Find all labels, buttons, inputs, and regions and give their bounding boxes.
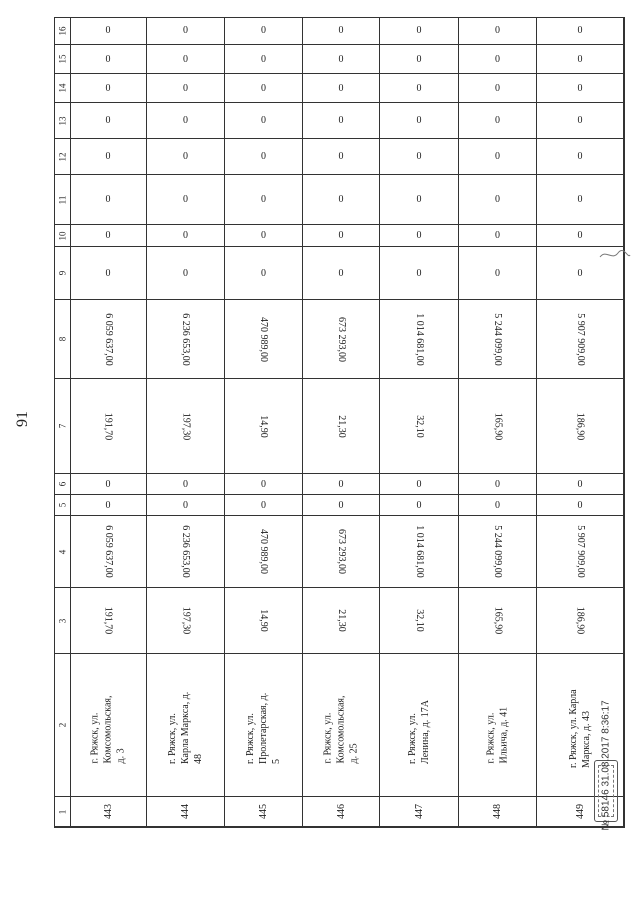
cell-col-5	[303, 495, 379, 516]
cell-col-16	[147, 17, 224, 45]
column-header-11	[54, 175, 70, 225]
page-number: 91	[14, 411, 31, 427]
cell-value: 0	[105, 25, 111, 36]
cell-col-8	[537, 300, 623, 379]
cell-col-14	[459, 74, 536, 103]
cell-value: 0	[495, 115, 500, 126]
cell-col-16	[380, 17, 458, 45]
cell-col-4	[225, 516, 302, 588]
cell-value: 0	[338, 499, 344, 511]
cell-value: г. Ряжск, ул. Пролетарская, д. 5	[245, 692, 282, 764]
cell-value: г. Ряжск, ул. Комсомольская, д. 3	[89, 695, 127, 763]
cell-value: 0	[338, 82, 344, 94]
column-header-label: 3	[57, 618, 67, 623]
cell-value: 0	[495, 53, 500, 65]
cell-col-5	[459, 495, 536, 516]
cell-value: 470 989,00	[258, 316, 269, 362]
cell-value: 443	[102, 804, 114, 819]
column-header-5	[54, 495, 70, 516]
cell-value: 0	[105, 499, 111, 511]
column-header-3	[54, 588, 70, 654]
cell-value: 0	[183, 267, 188, 279]
column-header-label: 8	[57, 336, 67, 342]
cell-col-14	[537, 74, 623, 103]
cell-value: 0	[495, 25, 500, 36]
column-header-2	[54, 654, 70, 797]
cell-value: 0	[105, 194, 111, 205]
cell-col-7	[459, 379, 536, 474]
column-header-label: 12	[57, 152, 67, 161]
cell-value: 0	[416, 115, 422, 126]
table-row	[459, 17, 537, 827]
cell-value: 0	[495, 499, 500, 511]
column-header-16	[54, 17, 70, 45]
cell-value: 165,90	[492, 606, 503, 635]
cell-col-3	[380, 588, 458, 654]
cell-value: 191,70	[102, 412, 114, 440]
cell-value: 0	[261, 82, 266, 94]
cell-value: 21,30	[335, 609, 347, 632]
cell-col-3	[459, 588, 536, 654]
column-header-14	[54, 74, 70, 103]
cell-value: 0	[577, 25, 583, 36]
cell-col-7	[303, 379, 379, 474]
cell-col-6	[225, 474, 302, 495]
cell-col-3	[225, 588, 302, 654]
cell-value: 0	[261, 115, 266, 126]
cell-col-16	[303, 17, 379, 45]
cell-col-11	[380, 175, 458, 225]
cell-value: 444	[180, 804, 191, 819]
cell-value: 0	[105, 267, 111, 279]
cell-value: 0	[495, 267, 500, 279]
cell-col-3	[537, 588, 623, 654]
cell-value: г. Ряжск, ул. Ленина, д. 17А	[407, 700, 431, 764]
cell-value: 0	[261, 151, 266, 162]
cell-value: 0	[183, 499, 188, 511]
column-header-label: 16	[57, 26, 67, 35]
cell-value: 0	[261, 194, 266, 205]
column-header-label: 11	[56, 195, 67, 204]
cell-value: 0	[105, 82, 111, 94]
cell-value: 0	[577, 53, 583, 65]
cell-value: 0	[183, 53, 188, 65]
cell-col-10	[70, 225, 146, 247]
column-header-10	[54, 225, 70, 247]
cell-col-10	[147, 225, 224, 247]
table-row	[303, 17, 380, 827]
cell-col-5	[380, 495, 458, 516]
cell-value: 0	[183, 82, 188, 94]
cell-value: 186,90	[574, 412, 586, 440]
cell-value: 448	[492, 804, 503, 819]
column-header-7	[54, 379, 70, 474]
column-header-label: 1	[57, 809, 67, 814]
cell-value: 186,90	[574, 606, 586, 635]
cell-value: 0	[183, 151, 188, 162]
column-header-label: 6	[57, 481, 67, 487]
cell-col-14	[147, 74, 224, 103]
cell-value: 0	[495, 478, 500, 490]
cell-value: 0	[416, 499, 422, 511]
table-row	[225, 17, 303, 827]
cell-value: 0	[183, 194, 188, 205]
cell-col-14	[303, 74, 379, 103]
cell-value: 0	[495, 230, 500, 241]
column-header-label: 14	[57, 83, 67, 93]
pen-mark-icon	[598, 245, 632, 265]
cell-value: 446	[335, 804, 347, 819]
cell-col-1	[147, 797, 224, 827]
cell-value: 0	[338, 115, 344, 126]
cell-col-15	[537, 45, 623, 74]
cell-value: 447	[413, 804, 425, 819]
cell-value: 0	[416, 25, 422, 36]
column-header-label: 9	[57, 270, 67, 276]
cell-col-14	[225, 74, 302, 103]
cell-col-11	[303, 175, 379, 225]
cell-value: 0	[261, 478, 266, 490]
cell-col-11	[459, 175, 536, 225]
cell-col-9	[70, 247, 146, 300]
cell-col-11	[70, 175, 146, 225]
cell-value: 0	[577, 151, 583, 162]
column-header-label: 10	[57, 231, 67, 240]
cell-col-13	[380, 103, 458, 139]
cell-value: 0	[261, 53, 266, 65]
cell-col-9	[380, 247, 458, 300]
cell-col-6	[303, 474, 379, 495]
cell-value: 0	[338, 478, 344, 490]
cell-col-16	[70, 17, 146, 45]
column-header-6	[54, 474, 70, 495]
cell-col-10	[303, 225, 379, 247]
cell-col-6	[537, 474, 623, 495]
cell-col-3	[303, 588, 379, 654]
cell-value: 0	[338, 194, 344, 205]
cell-col-13	[147, 103, 224, 139]
column-header-label: 7	[57, 423, 67, 429]
cell-value: 0	[105, 478, 111, 490]
cell-value: 197,30	[180, 412, 191, 440]
cell-col-13	[303, 103, 379, 139]
cell-col-1	[459, 797, 536, 827]
cell-col-12	[147, 139, 224, 175]
cell-value: 0	[577, 267, 583, 279]
column-header-label: 15	[57, 54, 67, 64]
cell-value: 0	[416, 151, 422, 162]
cell-col-11	[537, 175, 623, 225]
cell-col-2	[459, 654, 536, 797]
cell-value: 191,70	[102, 606, 114, 635]
cell-value: 14,90	[258, 609, 269, 632]
cell-value: 0	[338, 230, 344, 241]
table-row	[147, 17, 225, 827]
cell-value: 165,90	[492, 412, 503, 440]
cell-col-11	[147, 175, 224, 225]
cell-value: 0	[105, 230, 111, 241]
cell-col-1	[225, 797, 302, 827]
cell-value: 0	[416, 82, 422, 94]
data-table	[54, 17, 624, 827]
cell-col-15	[225, 45, 302, 74]
cell-value: 0	[105, 115, 111, 126]
cell-col-13	[537, 103, 623, 139]
column-header-label: 4	[57, 549, 67, 554]
cell-col-7	[70, 379, 146, 474]
cell-col-2	[147, 654, 224, 797]
cell-col-3	[70, 588, 146, 654]
cell-col-14	[70, 74, 146, 103]
cell-value: 5 244 099,00	[492, 312, 503, 366]
column-header-9	[54, 247, 70, 300]
cell-value: 0	[105, 53, 111, 65]
cell-value: 445	[258, 804, 269, 819]
cell-col-6	[459, 474, 536, 495]
cell-col-2	[70, 654, 146, 797]
column-header-label: 2	[57, 722, 67, 728]
registration-stamp	[588, 699, 624, 831]
cell-col-13	[225, 103, 302, 139]
cell-value: 673 293,00	[335, 316, 347, 362]
cell-col-16	[225, 17, 302, 45]
cell-value: 0	[261, 25, 266, 36]
cell-value: 0	[577, 194, 583, 205]
cell-col-11	[225, 175, 302, 225]
table-rows	[70, 17, 624, 827]
cell-col-2	[380, 654, 458, 797]
cell-value: 5 907 909,00	[574, 312, 586, 366]
cell-col-4	[537, 516, 623, 588]
cell-value: 0	[261, 267, 266, 279]
cell-col-15	[70, 45, 146, 74]
cell-col-8	[459, 300, 536, 379]
column-header-15	[54, 45, 70, 74]
cell-col-6	[147, 474, 224, 495]
cell-value: 0	[338, 25, 344, 36]
cell-col-2	[225, 654, 302, 797]
cell-col-12	[459, 139, 536, 175]
cell-value: 449	[574, 804, 586, 819]
cell-col-16	[537, 17, 623, 45]
cell-value: 6 059 637,00	[102, 312, 114, 366]
cell-value: г. Ряжск, ул. Ильича, д. 41	[485, 706, 510, 764]
cell-col-16	[459, 17, 536, 45]
column-header-13	[54, 103, 70, 139]
cell-value: 1 014 681,00	[413, 525, 425, 578]
cell-value: 0	[183, 25, 188, 36]
cell-value: 0	[577, 499, 583, 511]
cell-col-9	[147, 247, 224, 300]
column-header-strip	[54, 17, 71, 827]
cell-value: 0	[416, 478, 422, 490]
cell-value: г. Ряжск, ул. Карла Маркса, д. 43	[568, 689, 592, 768]
cell-col-8	[303, 300, 379, 379]
cell-value: 0	[416, 194, 422, 205]
cell-value: 0	[416, 230, 422, 241]
cell-value: 1 014 681,00	[413, 312, 425, 366]
cell-value: г. Ряжск, ул. Комсомольская, д. 25	[322, 695, 360, 763]
cell-value: 0	[577, 82, 583, 94]
cell-col-7	[380, 379, 458, 474]
cell-value: 0	[495, 82, 500, 94]
cell-col-12	[380, 139, 458, 175]
cell-col-8	[380, 300, 458, 379]
cell-value: 32,10	[413, 609, 425, 632]
cell-col-6	[380, 474, 458, 495]
cell-col-14	[380, 74, 458, 103]
cell-col-7	[537, 379, 623, 474]
cell-col-8	[147, 300, 224, 379]
cell-col-15	[147, 45, 224, 74]
cell-value: 14,90	[258, 414, 269, 438]
cell-col-4	[459, 516, 536, 588]
cell-col-4	[380, 516, 458, 588]
registration-stamp-text: № 58146 31.08.2017 8:36:17	[600, 699, 612, 831]
cell-col-15	[303, 45, 379, 74]
column-header-4	[54, 516, 70, 588]
cell-value: 5 907 909,00	[574, 525, 586, 578]
cell-value: 0	[495, 151, 500, 162]
cell-value: 32,10	[413, 414, 425, 438]
cell-col-4	[303, 516, 379, 588]
cell-col-10	[380, 225, 458, 247]
column-header-1	[54, 797, 70, 827]
cell-col-2	[303, 654, 379, 797]
cell-col-12	[537, 139, 623, 175]
column-header-label: 13	[57, 116, 67, 125]
cell-col-9	[459, 247, 536, 300]
cell-col-5	[537, 495, 623, 516]
cell-col-13	[459, 103, 536, 139]
cell-col-7	[225, 379, 302, 474]
cell-col-9	[303, 247, 379, 300]
cell-col-1	[303, 797, 379, 827]
cell-value: 0	[183, 230, 188, 241]
cell-col-12	[70, 139, 146, 175]
cell-col-13	[70, 103, 146, 139]
cell-value: 0	[338, 267, 344, 279]
cell-value: 0	[261, 230, 266, 241]
cell-value: 0	[577, 115, 583, 126]
cell-col-4	[147, 516, 224, 588]
cell-value: 0	[338, 151, 344, 162]
cell-value: 21,30	[335, 414, 347, 438]
cell-value: 470 989,00	[258, 529, 269, 574]
cell-col-12	[303, 139, 379, 175]
cell-value: 0	[416, 53, 422, 65]
cell-value: 0	[577, 478, 583, 490]
column-header-12	[54, 139, 70, 175]
cell-value: 197,30	[180, 606, 191, 635]
cell-col-4	[70, 516, 146, 588]
cell-col-12	[225, 139, 302, 175]
cell-col-5	[70, 495, 146, 516]
cell-col-15	[459, 45, 536, 74]
cell-value: 673 293,00	[335, 529, 347, 574]
cell-col-10	[459, 225, 536, 247]
cell-value: 0	[105, 151, 111, 162]
cell-col-1	[70, 797, 146, 827]
cell-col-5	[147, 495, 224, 516]
cell-value: 0	[183, 115, 188, 126]
column-header-label: 5	[57, 502, 67, 508]
cell-value: 0	[495, 194, 500, 205]
cell-col-8	[225, 300, 302, 379]
cell-col-3	[147, 588, 224, 654]
cell-col-7	[147, 379, 224, 474]
cell-col-10	[225, 225, 302, 247]
cell-value: 6 236 653,00	[180, 312, 191, 366]
cell-value: 0	[338, 53, 344, 65]
cell-value: 0	[577, 230, 583, 241]
cell-value: 5 244 099,00	[492, 525, 503, 578]
cell-col-6	[70, 474, 146, 495]
cell-col-5	[225, 495, 302, 516]
cell-value: 0	[416, 267, 422, 279]
cell-col-9	[225, 247, 302, 300]
table-row	[380, 17, 459, 827]
cell-col-15	[380, 45, 458, 74]
cell-value: 0	[261, 499, 266, 511]
table-row	[70, 17, 147, 827]
cell-col-10	[537, 225, 623, 247]
cell-value: 6 059 637,00	[102, 525, 114, 578]
cell-col-8	[70, 300, 146, 379]
cell-value: 0	[183, 478, 188, 490]
column-header-8	[54, 300, 70, 379]
cell-col-1	[380, 797, 458, 827]
cell-value: г. Ряжск, ул. Карла Маркса, д. 48	[167, 691, 204, 764]
cell-value: 6 236 653,00	[180, 525, 191, 578]
